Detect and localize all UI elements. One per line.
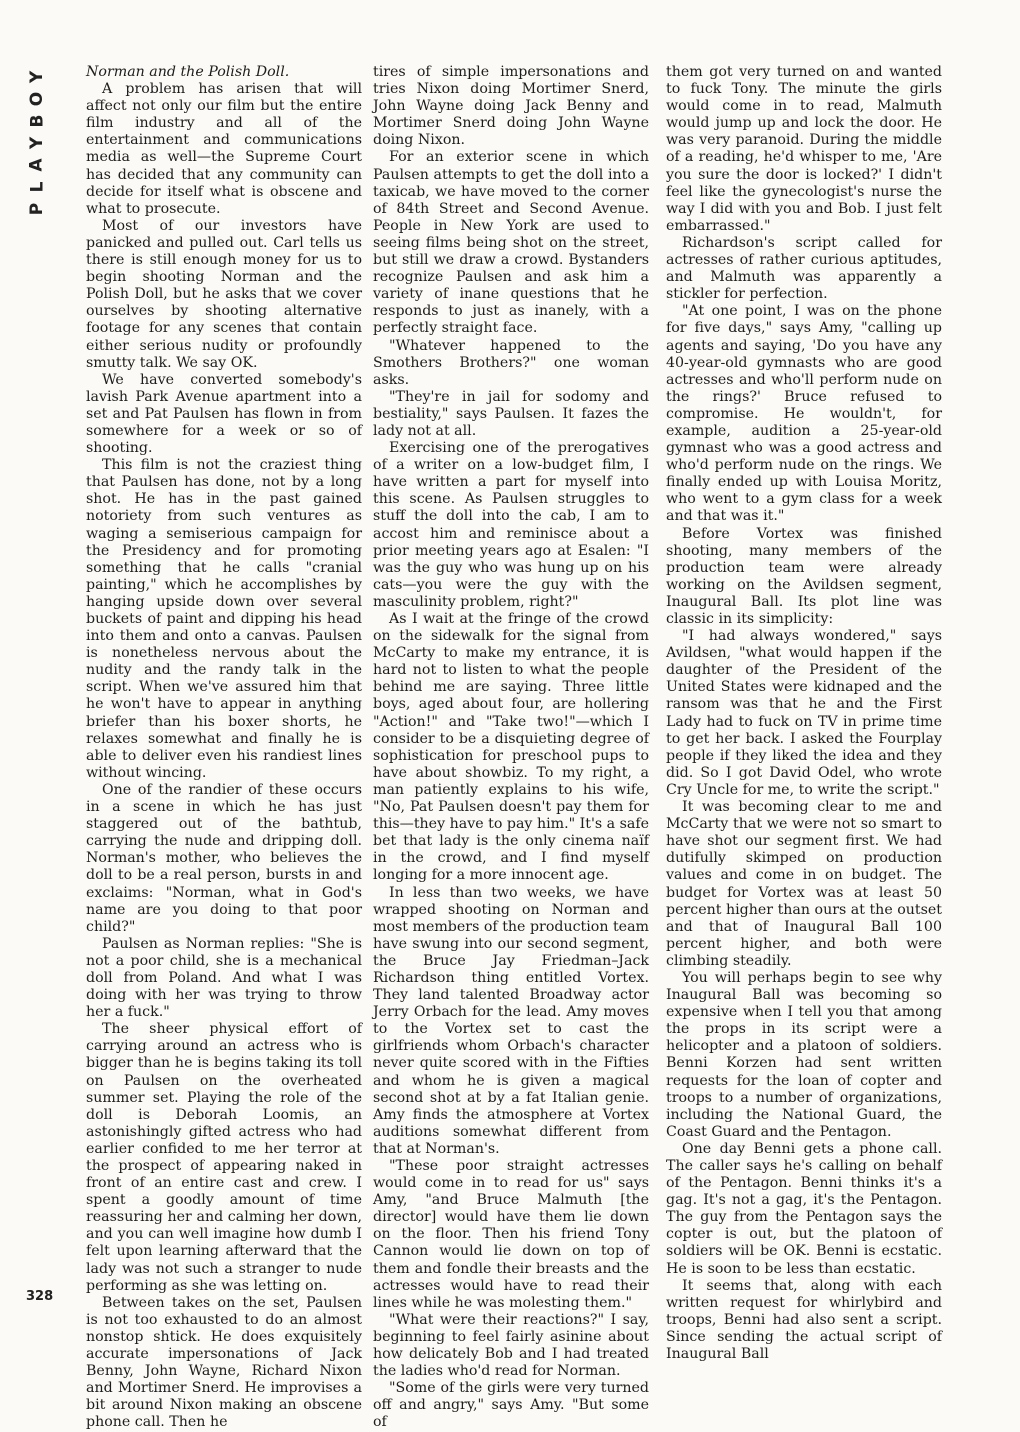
paragraph: "Some of the girls were very turned off and angry," says Amy. "But some of xyxy=(373,1380,649,1431)
paragraph: You will perhaps begin to see why Inaugural Ball was becoming so expensive when I tell you that among the props in its script were a helicopter and a platoon of soldiers. Benni Korzen had sent written requests for the loan of copter and troops to a number of organizations, including the National Guard, the Coast Guard and the Pentagon. xyxy=(666,969,942,1140)
paragraph: Richardson's script called for actresses of rather curious aptitudes, and Malmuth was apparently a stickler for perfection. xyxy=(666,234,942,303)
paragraph: We have converted somebody's lavish Park Avenue apartment into a set and Pat Paulsen has flown in from somewhere for a week or so of shooting. xyxy=(86,371,362,457)
paragraph: "I had always wondered," says Avildsen, "what would happen if the daughter of the President of the United States were kidnaped and the ransom was that he and the First Lady had to fuck on TV in prime time to get her back. I asked the Fourplay people if they liked the idea and they did. So I got David Odel, who wrote Cry Uncle for me, to write the script." xyxy=(666,628,942,798)
article-column-2 xyxy=(373,64,649,1431)
masthead xyxy=(22,66,52,220)
paragraph: "Whatever happened to the Smothers Brothers?" one woman asks. xyxy=(373,337,649,388)
paragraph: Before Vortex was finished shooting, many members of the production team were already working on the Avildsen segment, Inaugural Ball. Its plot line was classic in its simplicity: xyxy=(666,525,942,627)
paragraph: Norman and the Polish Doll. xyxy=(86,64,290,80)
paragraph: For an exterior scene in which Paulsen attempts to get the doll into a taxicab, we have moved to the corner of 84th Street and Second Avenue. People in New York are used to seeing films being shot on the street, but still we draw a crowd. Bystanders recognize Paulsen and ask him a variety of inane questions that he responds to just as inanely, with a perfectly straight face. xyxy=(373,149,649,337)
paragraph: "These poor straight actresses would come in to read for us" says Amy, "and Bruce Malmuth [the director] would have them lie down on the floor. Then his friend Tony Cannon would lie down on top of them and fondle their breasts and the actresses would have to read their lines while he was molesting them." xyxy=(373,1158,649,1311)
masthead-letter: A xyxy=(26,158,47,172)
masthead-letter: O xyxy=(26,91,47,107)
paragraph: In less than two weeks, we have wrapped shooting on Norman and most members of the production team have swung into our second segment, the Bruce Jay Friedman–Jack Richardson thing entitled Vortex. They land talented Broadway actor Jerry Orbach for the lead. Amy moves to the Vortex set to cast the girlfriends whom Orbach's character never quite scored with in the Fifties and whom he is given a magical second shot at by a fat Italian genie. Amy finds the atmosphere at Vortex auditions somewhat different from that at Norman's. xyxy=(373,884,649,1157)
page-number: 328 xyxy=(26,1289,54,1304)
paragraph: tires of simple impersonations and tries Nixon doing Mortimer Snerd, John Wayne doing Jack Benny and Mortimer Snerd doing John Wayne doing Nixon. xyxy=(373,64,649,149)
masthead-letter: L xyxy=(27,181,47,193)
masthead-letter: B xyxy=(27,114,47,128)
masthead-letter: Y xyxy=(27,136,47,150)
article-column-3 xyxy=(666,64,942,1363)
paragraph: A problem has arisen that will affect not only our film but the entire film industry and all of the entertainment and communications media as well—the Supreme Court has decided that any community can decide for itself what is obscene and what to prosecute. xyxy=(86,81,362,217)
paragraph: This film is not the craziest thing that Paulsen has done, not by a long shot. He has in the past gained notoriety from such ventures as waging a semiserious campaign for the Presidency and for promoting something that he calls "cranial painting," which he accomplishes by hanging upside down over several buckets of paint and dipping his head into them and onto a canvas. Paulsen is nonetheless nervous about the nudity and the randy talk in the script. When we've assured him that he won't have to appear in anything briefer than his boxer shorts, he relaxes somewhat and finally he is able to deliver even his randiest lines without wincing. xyxy=(86,457,362,781)
paragraph: Paulsen as Norman replies: "She is not a poor child, she is a mechanical doll from Poland. And what I was doing with her was trying to throw her a fuck." xyxy=(86,935,362,1021)
paragraph: Exercising one of the prerogatives of a writer on a low-budget film, I have written a part for myself into this scene. As Paulsen struggles to stuff the doll into the cab, I am to accost him and reminisce about a prior meeting years ago at Esalen: "I was the guy who was hung up on his cats—you were the guy with the masculinity problem, right?" xyxy=(373,440,649,610)
paragraph: As I wait at the fringe of the crowd on the sidewalk for the signal from McCarty to make my entrance, it is hard not to listen to what the people behind me are saying. Three little boys, aged about four, are hollering "Action!" and "Take two!"—which I consider to be a disquieting degree of sophistication for preschool pups to have about showbiz. To my right, a man patiently explains to his wife, "No, Pat Paulsen doesn't pay them for this—they have to pay him." It's a safe bet that lady is the only cinema naïf in the crowd, and I find myself longing for a more innocent age. xyxy=(373,611,649,884)
article-column-1 xyxy=(86,64,362,1431)
paragraph: "They're in jail for sodomy and bestiality," says Paulsen. It fazes the lady not at all. xyxy=(373,388,649,439)
paragraph: "At one point, I was on the phone for five days," says Amy, "calling up agents and saying, 'Do you have any 40-year-old gymnasts who are good actresses and who'll perform nude on the rings?' Bruce refused to compromise. He wouldn't, for example, audition a 25-year-old gymnast who was a good actress and who'd perform nude on the rings. We finally ended up with Louisa Moritz, who went to a gym class for a week and that was it." xyxy=(666,303,942,525)
paragraph: Most of our investors have panicked and pulled out. Carl tells us there is still enough money for us to begin shooting Norman and the Polish Doll, but he asks that we cover ourselves by shooting alternative footage for any scenes that contain either serious nudity or profoundly smutty talk. We say OK. xyxy=(86,217,362,371)
paragraph: The sheer physical effort of carrying around an actress who is bigger than he is begins taking its toll on Paulsen on the overheated summer set. Playing the role of the doll is Deborah Loomis, an astonishingly gifted actress who had earlier confided to me her terror at the prospect of appearing naked in front of an entire cast and crew. I spent a goodly amount of time reassuring her and calming her down, and you can well imagine how dumb I felt upon learning afterward that the lady was not such a stranger to nude performing as she was letting on. xyxy=(86,1021,362,1294)
masthead-letter: P xyxy=(27,202,47,216)
masthead-letter: Y xyxy=(27,70,47,84)
paragraph: them got very turned on and wanted to fuck Tony. The minute the girls would come in to read, Malmuth would jump up and lock the door. He was very paranoid. During the middle of a reading, he'd whisper to me, 'Are you sure the door is locked?' I didn't feel like the gynecologist's nurse the way I did with you and Bob. I just felt embarrassed." xyxy=(666,64,942,234)
paragraph: It seems that, along with each written request for whirlybird and troops, Benni had also sent a script. Since sending the actual script of Inaugural Ball xyxy=(666,1277,942,1363)
paragraph: It was becoming clear to me and McCarty that we were not so smart to have shot our segment first. We had dutifully skimped on production values and come in on budget. The budget for Vortex was at least 50 percent higher than ours at the outset and that of Inaugural Ball 100 percent higher, and both were climbing steadily. xyxy=(666,799,942,969)
paragraph: One day Benni gets a phone call. The caller says he's calling on behalf of the Pentagon. Benni thinks it's a gag. It's not a gag, it's the Pentagon. The guy from the Pentagon says the copter is out, but the platoon of soldiers will be OK. Benni is ecstatic. He is soon to be less than ecstatic. xyxy=(666,1140,942,1277)
paragraph: Between takes on the set, Paulsen is not too exhausted to do an almost nonstop shtick. He does exquisitely accurate impersonations of Jack Benny, John Wayne, Richard Nixon and Mortimer Snerd. He improvises a bit around Nixon making an obscene phone call. Then he xyxy=(86,1294,362,1431)
paragraph: "What were their reactions?" I say, beginning to feel fairly asinine about how delicately Bob and I had treated the ladies who'd read for Norman. xyxy=(373,1311,649,1380)
paragraph: One of the randier of these occurs in a scene in which he has just staggered out of the bathtub, carrying the nude and dripping doll. Norman's mother, who believes the doll to be a real person, bursts in and exclaims: "Norman, what in God's name are you doing to that poor child?" xyxy=(86,781,362,935)
